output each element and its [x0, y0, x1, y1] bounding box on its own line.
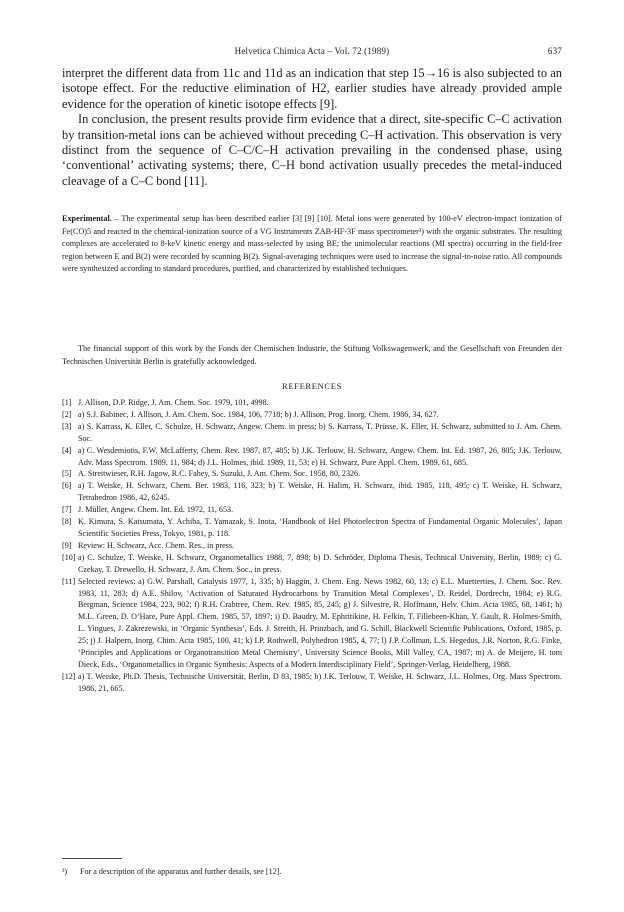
reference-text: a) T. Weiske, H. Schwarz, Chem. Ber. 1983, 116, 323; b) T. Weiske, H. Halim, H. Schwarz, ibid. 1985, 118, 495; c) T. Weiske, H. Schwarz, Tetrahedron 1986, 42, 6245.	[78, 481, 562, 503]
page-number: 637	[547, 46, 562, 56]
paragraph-isotope-effect: interpret the different data from 11c and 11d as an indication that step 15→16 is also subjected to an isotope effect. For the reductive elimination of H2, earlier studies have already provided ample evidence for the operation of kinetic isotope effects [9].	[62, 66, 562, 111]
reference-list	[62, 397, 562, 695]
reference-item	[62, 540, 562, 552]
reference-number: [3]	[62, 421, 72, 431]
footnote-mark: ³)	[62, 867, 68, 876]
reference-number: [11]	[62, 576, 76, 586]
reference-text: a) C. Schulze, T. Weiske, H. Schwarz, Organometallics 1988, 7, 898; b) D. Schröder, Diploma Thesis, Technical University, Berlin, 1989; c) G. Czekay, T. Drewello, H. Schwarz, J. Am. Chem. Soc., in press.	[78, 552, 562, 574]
reference-number: [1]	[62, 398, 72, 407]
reference-item	[62, 576, 562, 671]
reference-item	[62, 516, 562, 540]
main-text	[62, 66, 562, 189]
reference-item	[62, 671, 562, 695]
reference-item	[62, 421, 562, 445]
reference-text: a) S.J. Babinec, J. Allison, J. Am. Chem. Soc. 1984, 106, 7718; b) J. Allison, Prog. Inorg. Chem. 1986, 34, 627.	[78, 409, 439, 419]
running-head	[62, 46, 562, 60]
acknowledgement-section	[62, 343, 562, 368]
footnote	[62, 866, 562, 877]
experimental-section	[62, 213, 562, 276]
reference-number: [8]	[62, 517, 72, 527]
reference-number: [10]	[62, 552, 76, 562]
reference-item	[62, 504, 562, 516]
reference-item	[62, 445, 562, 469]
reference-item	[62, 552, 562, 576]
reference-number: [5]	[62, 469, 72, 479]
reference-item	[62, 468, 562, 480]
reference-item	[62, 397, 562, 409]
acknowledgement-text: The financial support of this work by the Fonds der Chemischen Industrie, the Stiftung Volkswagenwerk, and the Gesellschaft von Freunden der Technischen Universität Berlin is gratefully acknowledged.	[62, 344, 562, 366]
reference-text: J. Allison, D.P. Ridge, J. Am. Chem. Soc. 1979, 101, 4998.	[78, 398, 269, 407]
references-heading: REFERENCES	[282, 381, 342, 391]
reference-item	[62, 409, 562, 421]
reference-number: [4]	[62, 445, 72, 455]
experimental-heading: Experimental.	[62, 214, 112, 223]
reference-text: K. Kimura, S. Katsumata, Y. Achiba, T. Yamazak, S. Inota, ‘Handbook of HeI Photoelectron Spectra of Fundamental Organic Molecules’, Japan Scientific Societies Press, Tokyo, 1981, p. 118.	[78, 517, 562, 538]
journal-title: Helvetica Chimica Acta – Vol. 72 (1989)	[234, 46, 390, 56]
reference-text: J. Müller, Angew. Chem. Int. Ed. 1972, 11, 653.	[78, 505, 234, 515]
experimental-text: – The experimental setup has been described earlier [3] [9] [10]. Metal ions were generated by 100-eV electron-impact ionization of Fe(CO)5 and reacted in the chemical-ionization source of a VG Instruments ZAB-HF-3F mass spectrometer³) with the organic substrates. The resulting complexes are accelerated to 8-keV kinetic energy and mass-selected by using BE; the unimolecular reactions (MI spectra) occurring in the field-free region between E and B(2) were recorded by scanning B(2). Signal-averaging techniques were used to increase the signal-to-noise ratio. All compounds were synthesized according to standard procedures, purified, and characterized by established techniques.	[62, 214, 563, 274]
paragraph-conclusion: In conclusion, the present results provide firm evidence that a direct, site-specific C–C activation by transition-metal ions can be achieved without preceding C–H activation. This observation is very distinct from the sequence of C–C/C–H activation prevailing in the condensed phase, using ‘conventional’ activating systems; there, C–H bond activation usually precedes the metal-induced cleavage of a C–C bond [11].	[62, 112, 562, 188]
reference-number: [6]	[62, 481, 72, 491]
reference-text: Review: H. Schwarz, Acc. Chem. Res., in press.	[78, 540, 234, 550]
footnote-text: For a description of the apparatus and further details, see [12].	[80, 867, 282, 876]
reference-number: [2]	[62, 409, 72, 419]
reference-item	[62, 480, 562, 504]
reference-text: a) C. Wesdemiotis, F.W. McLafferty, Chem. Rev. 1987, 87, 485; b) J.K. Terlouw, H. Schwarz, Angew. Chem. Int. Ed. 1987, 26, 805; J.K. Terlouw, Adv. Mass Spectrom. 1989, 11, 984; d) J.L. Holmes, ibid. 1989, 11, 53; e) H. Schwarz, Pure Appl. Chem. 1989, 61, 685.	[78, 445, 562, 467]
reference-text: A. Streitwieser, R.H. Jagow, R.C. Fahey, S. Suzuki, J. Am. Chem. Soc. 1958, 80, 2326.	[78, 469, 361, 479]
reference-number: [9]	[62, 540, 72, 550]
footnote-divider	[62, 858, 122, 859]
reference-number: [12]	[62, 671, 76, 681]
reference-number: [7]	[62, 505, 72, 515]
reference-text: Selected reviews: a) G.W. Parshall, Catalysis 1977, 1, 335; b) Haggin, J. Chem. Eng. News 1982, 60, 13; c) E.L. Muetterties, J. Chem. Soc. Rev. 1983, 11, 283; d) A.E. Shilov, ‘Activation of Saturated Hydrocarbons by Transition Metal Complexes’, D. Reidel, Dordrecht, 1984; e) R.G. Bergman, Science 1984, 223, 902; f) R.H. Crabtree, Chem. Rev. 1985, 85, 245; g) J. Silvestre, R. Hoffmann, Helv. Chim. Acta 1985, 68, 1461; h) M.L. Green, D. O’Hare, Pure Appl. Chem. 1985, 57, 1897; i) D. Baudry, M. Ephritikine, H. Felkin, T. Fillebeen-Khan, Y. Gault, R. Holmes-Smith, L. Yingues, J. Zakrezewski, in ‘Organic Synthesis’, Eds. J. Streith, H. Prinzbach, and G. Schill, Blackwell Scientific Publications, Oxford, 1985, p. 25; j) J. Halpern, Inorg. Chim. Acta 1985, 100, 41; k) I.P. Rothwell, Polyhedron 1985, 4, 77; l) J.P. Collman, L.S. Hegedus, J.R. Norton, R.G. Finke, ‘Principles and Applications or Organotransition Metal Chemistry’, University Science Books, Mill Valley, CA, 1987; m) A. de Meijere, H. tom Dieck, Eds., ‘Organometallics in Organic Synthesis: Aspects of a Modern Interdisciplinary Field’, Springer-Verlag, Heidelberg, 1988.	[78, 576, 562, 669]
reference-text: a) T. Weiske, Ph.D. Thesis, Technische Universität, Berlin, D 83, 1985; b) J.K. Terlouw, T. Weiske, H. Schwarz, J.L. Holmes, Org. Mass Spectrom. 1986, 21, 665.	[78, 671, 562, 693]
reference-text: a) S. Karrass, K. Eller, C. Schulze, H. Schwarz, Angew. Chem. in press; b) S. Karrass, T. Prüsse, K. Eller, H. Schwarz, submitted to J. Am. Chem. Soc.	[78, 421, 562, 443]
